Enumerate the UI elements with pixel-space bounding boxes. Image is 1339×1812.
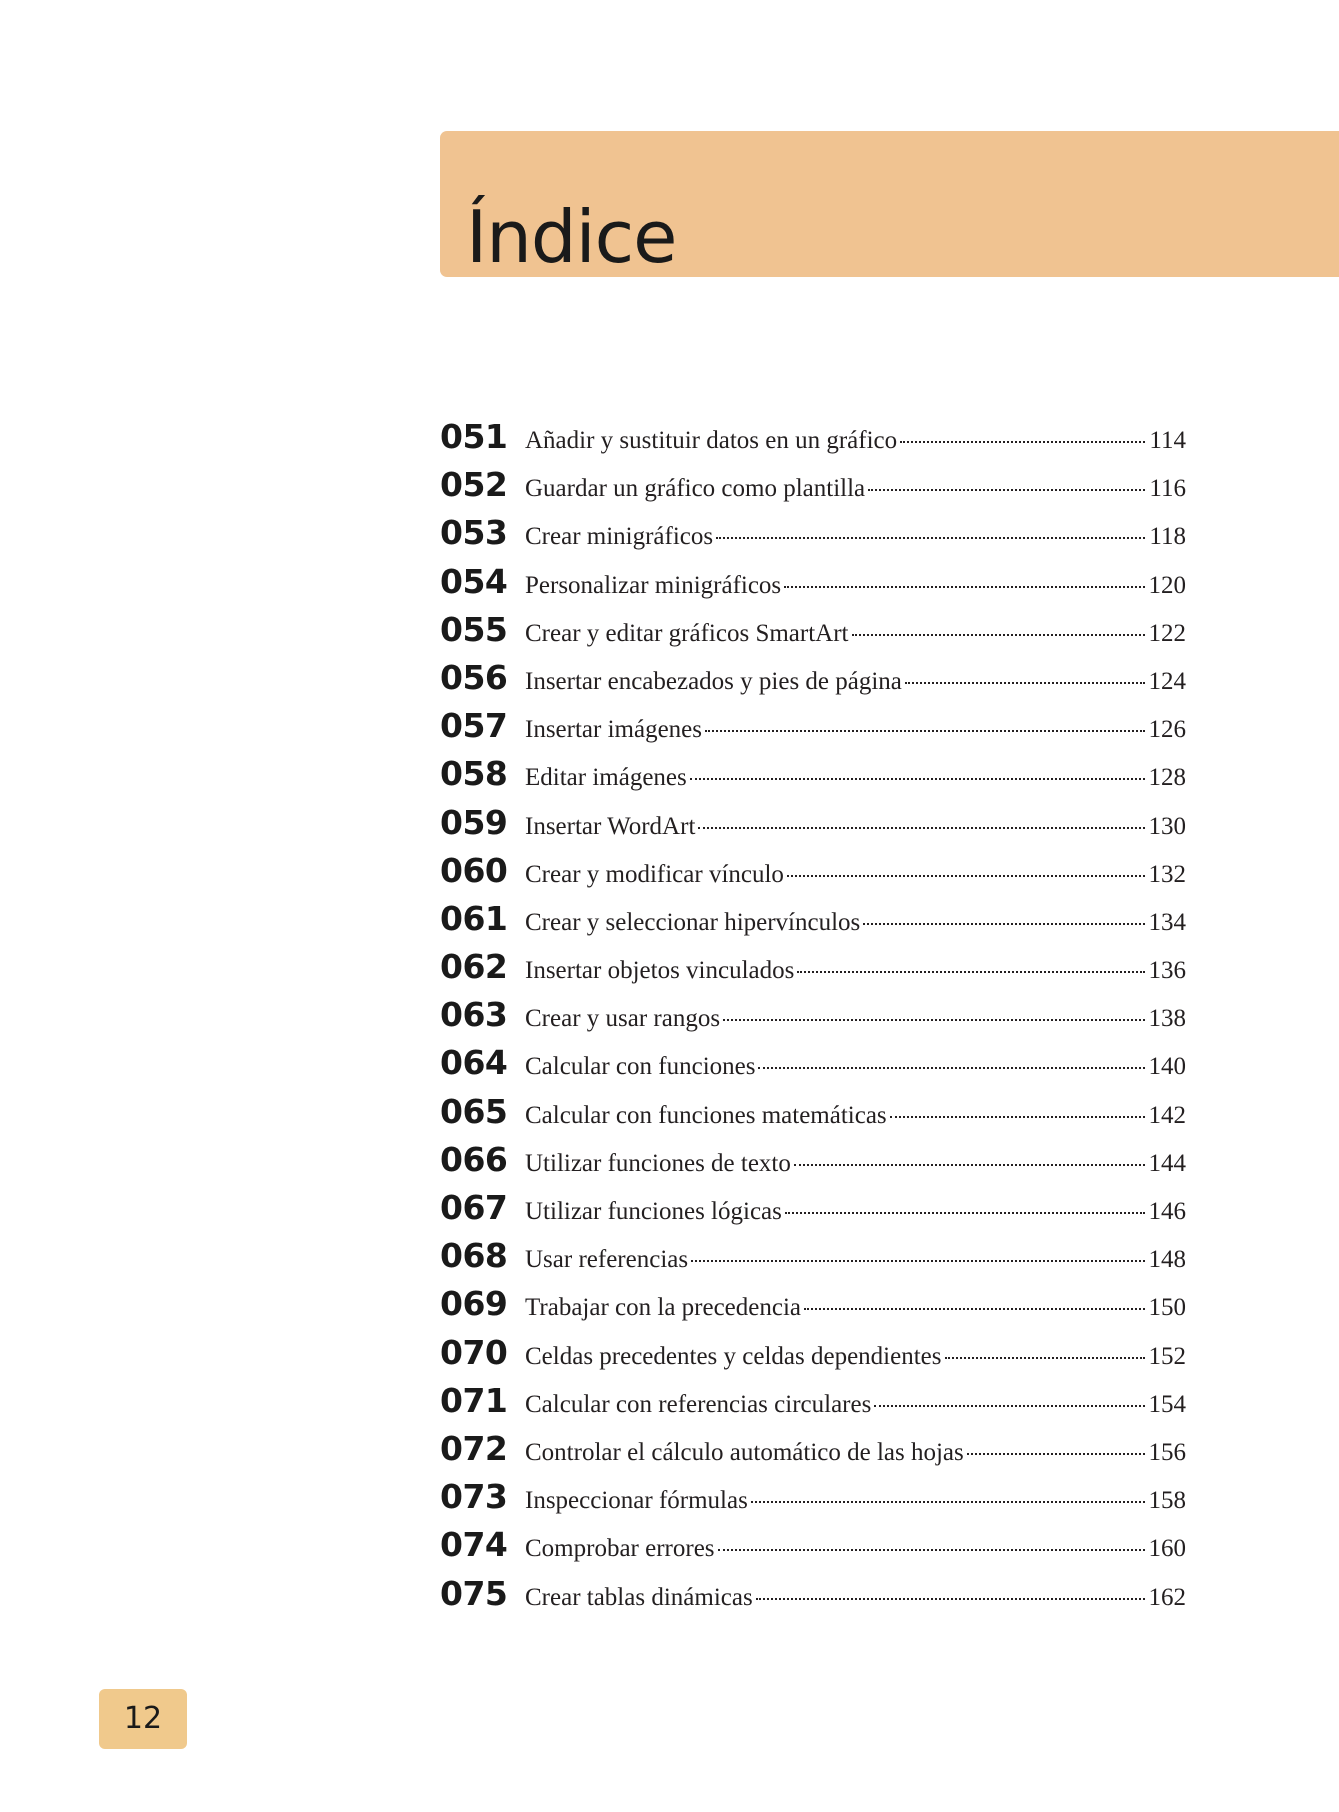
toc-entry-number: 065 xyxy=(440,1091,508,1131)
toc-entry-page: 144 xyxy=(1148,1149,1186,1177)
toc-dot-leader xyxy=(751,1501,1145,1503)
toc-entry-page: 154 xyxy=(1148,1390,1186,1418)
toc-entry-number: 068 xyxy=(440,1236,508,1276)
toc-dot-leader xyxy=(900,441,1145,443)
toc-dot-leader xyxy=(716,537,1145,539)
toc-dot-leader xyxy=(967,1453,1145,1455)
toc-dot-leader xyxy=(905,682,1145,684)
toc-entry-title: Crear y usar rangos xyxy=(525,1005,721,1033)
toc-entry-page: 152 xyxy=(1148,1342,1186,1370)
toc-entry-number: 060 xyxy=(440,850,508,890)
toc-entry-number: 071 xyxy=(440,1380,508,1420)
toc-entry[interactable] xyxy=(440,1574,1186,1622)
toc-entry[interactable] xyxy=(440,851,1186,899)
toc-entry[interactable] xyxy=(440,562,1186,610)
toc-entry[interactable] xyxy=(440,1236,1186,1284)
toc-dot-leader xyxy=(784,586,1144,588)
toc-entry-number: 073 xyxy=(440,1477,508,1517)
toc-entry-title: Inspeccionar fórmulas xyxy=(525,1487,748,1515)
toc-entry[interactable] xyxy=(440,658,1186,706)
toc-entry-number: 062 xyxy=(440,947,508,987)
table-of-contents xyxy=(440,417,1186,1622)
toc-entry[interactable] xyxy=(440,1381,1186,1429)
toc-entry-title: Celdas precedentes y celdas dependientes xyxy=(525,1342,942,1370)
toc-entry-number: 051 xyxy=(440,417,508,456)
toc-entry[interactable] xyxy=(440,1429,1186,1477)
toc-entry-page: 114 xyxy=(1149,427,1186,454)
toc-entry-number: 064 xyxy=(440,1043,508,1083)
toc-entry[interactable] xyxy=(440,1188,1186,1236)
toc-entry-page: 120 xyxy=(1148,571,1186,599)
toc-entry-title: Crear tablas dinámicas xyxy=(525,1583,753,1611)
toc-entry-page: 132 xyxy=(1148,860,1186,888)
toc-dot-leader xyxy=(698,827,1144,829)
toc-dot-leader xyxy=(691,1260,1144,1262)
toc-entry-number: 074 xyxy=(440,1525,508,1565)
toc-entry[interactable] xyxy=(440,947,1186,995)
toc-dot-leader xyxy=(758,1067,1144,1069)
toc-entry-title: Añadir y sustituir datos en un gráfico xyxy=(525,427,898,454)
toc-entry-number: 059 xyxy=(440,802,508,842)
toc-entry-title: Insertar objetos vinculados xyxy=(525,957,795,985)
toc-entry-title: Calcular con funciones matemáticas xyxy=(525,1101,887,1129)
toc-entry-page: 150 xyxy=(1148,1294,1186,1322)
toc-entry[interactable] xyxy=(440,754,1186,802)
page-number-badge xyxy=(99,1689,187,1749)
toc-entry-number: 066 xyxy=(440,1139,508,1179)
toc-dot-leader xyxy=(690,778,1145,780)
toc-entry-page: 140 xyxy=(1148,1053,1186,1081)
toc-entry[interactable] xyxy=(440,1092,1186,1140)
toc-dot-leader xyxy=(723,1019,1144,1021)
toc-entry-number: 057 xyxy=(440,706,508,746)
toc-entry[interactable] xyxy=(440,995,1186,1043)
toc-entry-page: 118 xyxy=(1149,523,1186,551)
toc-entry-page: 134 xyxy=(1148,908,1186,936)
toc-entry-page: 122 xyxy=(1148,619,1186,647)
toc-entry-number: 067 xyxy=(440,1188,508,1227)
header-band xyxy=(440,131,1339,277)
toc-entry-page: 116 xyxy=(1149,475,1186,503)
toc-dot-leader xyxy=(718,1549,1145,1551)
toc-entry-title: Guardar un gráfico como plantilla xyxy=(525,475,866,503)
toc-entry-title: Insertar WordArt xyxy=(525,812,696,840)
toc-entry-title: Utilizar funciones de texto xyxy=(525,1149,791,1177)
toc-entry-title: Calcular con funciones xyxy=(525,1053,756,1081)
toc-entry[interactable] xyxy=(440,706,1186,754)
toc-dot-leader xyxy=(787,875,1145,877)
toc-entry[interactable] xyxy=(440,417,1186,465)
toc-entry-number: 061 xyxy=(440,898,508,938)
toc-entry[interactable] xyxy=(440,610,1186,658)
toc-dot-leader xyxy=(797,971,1144,973)
toc-dot-leader xyxy=(756,1598,1145,1600)
toc-entry-number: 052 xyxy=(440,465,508,505)
toc-entry-number: 058 xyxy=(440,754,508,794)
toc-entry-title: Crear y modificar vínculo xyxy=(525,860,784,888)
toc-entry-page: 156 xyxy=(1148,1438,1186,1466)
toc-entry[interactable] xyxy=(440,465,1186,513)
toc-entry-number: 055 xyxy=(440,609,508,649)
page-number: 12 xyxy=(123,1701,163,1736)
toc-entry-page: 146 xyxy=(1148,1198,1186,1225)
toc-entry-page: 126 xyxy=(1148,716,1186,744)
toc-entry[interactable] xyxy=(440,899,1186,947)
toc-entry[interactable] xyxy=(440,803,1186,851)
page-title: Índice xyxy=(466,195,677,279)
toc-entry-number: 075 xyxy=(440,1573,508,1613)
toc-dot-leader xyxy=(874,1405,1144,1407)
toc-entry[interactable] xyxy=(440,1525,1186,1573)
toc-entry-title: Crear y editar gráficos SmartArt xyxy=(525,619,849,647)
toc-entry[interactable] xyxy=(440,1140,1186,1188)
toc-entry-title: Editar imágenes xyxy=(525,764,687,792)
toc-dot-leader xyxy=(852,634,1145,636)
toc-entry-number: 069 xyxy=(440,1284,508,1324)
toc-entry-number: 056 xyxy=(440,657,508,697)
toc-entry-page: 142 xyxy=(1148,1101,1186,1129)
toc-entry-title: Crear y seleccionar hipervínculos xyxy=(525,908,861,936)
toc-dot-leader xyxy=(804,1308,1144,1310)
toc-entry-title: Controlar el cálculo automático de las hojas xyxy=(525,1438,964,1466)
toc-dot-leader xyxy=(868,489,1145,491)
toc-entry-title: Usar referencias xyxy=(525,1246,689,1274)
toc-dot-leader xyxy=(794,1164,1145,1166)
toc-entry-number: 054 xyxy=(440,561,508,601)
toc-entry-page: 162 xyxy=(1148,1583,1186,1611)
toc-dot-leader xyxy=(785,1212,1145,1214)
toc-entry-title: Personalizar minigráficos xyxy=(525,571,782,599)
toc-entry-title: Crear minigráficos xyxy=(525,523,714,551)
toc-entry[interactable] xyxy=(440,1043,1186,1091)
toc-entry-page: 148 xyxy=(1148,1246,1186,1274)
toc-entry-title: Insertar imágenes xyxy=(525,716,703,744)
toc-entry-page: 160 xyxy=(1148,1535,1186,1563)
toc-dot-leader xyxy=(890,1116,1145,1118)
toc-entry-title: Comprobar errores xyxy=(525,1535,715,1563)
toc-entry-page: 124 xyxy=(1148,667,1186,695)
toc-entry-number: 072 xyxy=(440,1428,508,1468)
toc-entry-title: Utilizar funciones lógicas xyxy=(525,1198,782,1225)
toc-dot-leader xyxy=(945,1357,1145,1359)
toc-entry-page: 138 xyxy=(1148,1005,1186,1033)
toc-entry-title: Calcular con referencias circulares xyxy=(525,1390,872,1418)
toc-dot-leader xyxy=(863,923,1144,925)
toc-entry-page: 136 xyxy=(1148,957,1186,985)
toc-dot-leader xyxy=(705,730,1144,732)
toc-entry[interactable] xyxy=(440,1284,1186,1332)
toc-entry-number: 053 xyxy=(440,513,508,553)
toc-entry-number: 063 xyxy=(440,995,508,1035)
toc-entry[interactable] xyxy=(440,1477,1186,1525)
toc-entry-page: 130 xyxy=(1148,812,1186,840)
toc-entry-title: Trabajar con la precedencia xyxy=(525,1294,802,1322)
toc-entry-title: Insertar encabezados y pies de página xyxy=(525,667,902,695)
toc-entry-number: 070 xyxy=(440,1332,508,1372)
toc-entry[interactable] xyxy=(440,513,1186,561)
toc-entry-page: 158 xyxy=(1148,1487,1186,1515)
toc-entry[interactable] xyxy=(440,1333,1186,1381)
toc-entry-page: 128 xyxy=(1148,764,1186,792)
